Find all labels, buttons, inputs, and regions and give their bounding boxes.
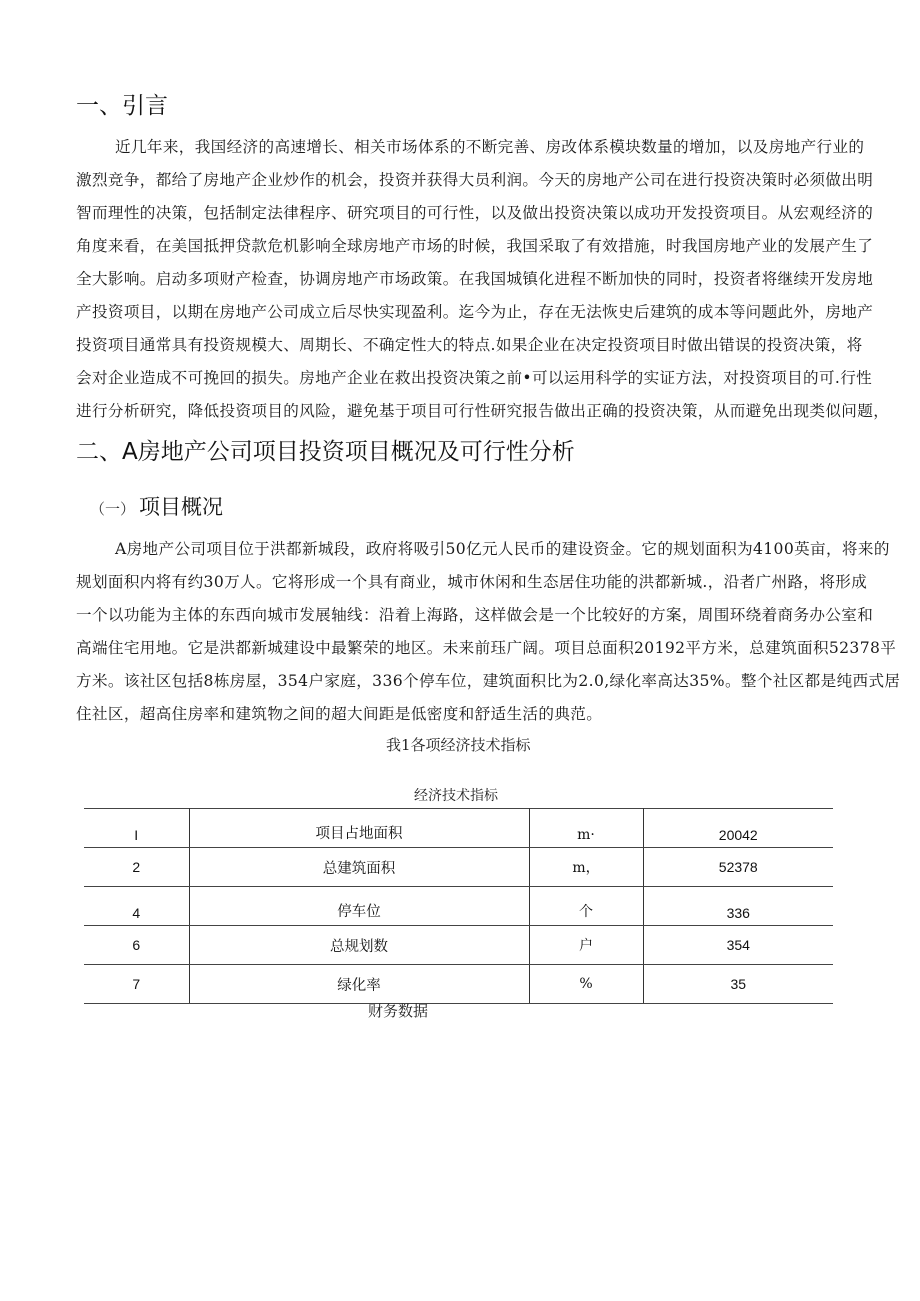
table-title: 经济技术指标 [414, 788, 498, 804]
economic-indicators-table [84, 808, 833, 1004]
indicator-value: 52378 [643, 848, 833, 887]
table-caption: 我1各项经济技术指标 [386, 736, 531, 754]
indicator-value: 336 [643, 887, 833, 926]
indicator-unit: 个 [529, 887, 643, 926]
indicator-unit: m， [529, 848, 643, 887]
subsection-heading-project-overview [90, 494, 223, 522]
section-heading-introduction: 一、引言 [76, 93, 168, 119]
subsection-title: 项目概况 [139, 495, 224, 519]
paragraph-line: 高端住宅用地。它是洪都新城建设中最繁荣的地区。未来前珏广阔。项目总面积20192平方米，总建筑面积52378平 [76, 639, 897, 657]
paragraph-line: 智而理性的决策，包括制定法律程序、研究项目的可行性，以及做出投资决策以成功开发投资项目。从宏观经济的 [76, 204, 874, 222]
table-row [84, 809, 833, 848]
row-number: 2 [84, 848, 189, 887]
table-row [84, 965, 833, 1004]
table-row [84, 887, 833, 926]
row-number: 7 [84, 965, 189, 1004]
indicator-unit: m· [529, 809, 643, 848]
project-overview-paragraph [76, 533, 901, 731]
indicator-name: 停车位 [189, 887, 529, 926]
paragraph-line: 激烈竞争，都给了房地产企业炒作的机会，投资并获得大员利润。今天的房地产公司在进行投资决策时必须做出明 [76, 171, 874, 189]
indicator-name: 总规划数 [189, 926, 529, 965]
indicator-name: 绿化率 [189, 965, 529, 1004]
financial-data-label: 财务数据 [368, 1002, 429, 1020]
indicator-value: 354 [643, 926, 833, 965]
indicator-value: 35 [643, 965, 833, 1004]
paragraph-line: 一个以功能为主体的东西向城市发展轴线：沿着上海路，这样做会是一个比较好的方案，周围环绕着商务办公室和 [76, 606, 874, 624]
paragraph-line: 投资项目通常具有投资规模大、周期长、不确定性大的特点.如果企业在决定投资项目时做出错误的投资决策，将 [76, 336, 863, 354]
subsection-number: （一） [90, 500, 136, 518]
indicator-name: 总建筑面积 [189, 848, 529, 887]
row-number: I [84, 809, 189, 848]
paragraph-line: 方米。该社区包括8栋房屋，354户家庭，336个停车位，建筑面积比为2.0,绿化率高达35%。整个社区都是纯西式居 [76, 672, 901, 690]
section-heading-project-analysis: 二、A房地产公司项目投资项目概况及可行性分析 [76, 439, 575, 465]
indicator-value: 20042 [643, 809, 833, 848]
paragraph-line: 近几年来，我国经济的高速增长、相关市场体系的不断完善、房改体系模块数量的增加，以及房地产行业的 [115, 138, 865, 156]
paragraph-line: 全大影响。启动多项财产检查，协调房地产市场政策。在我国城镇化进程不断加快的同时，投资者将继续开发房地 [76, 270, 874, 288]
table-row [84, 926, 833, 965]
indicator-unit: 户 [529, 926, 643, 965]
table-row [84, 848, 833, 887]
paragraph-line: 产投资项目，以期在房地产公司成立后尽快实现盈利。迄今为止，存在无法恢史后建筑的成本等问题此外，房地产 [76, 303, 874, 321]
paragraph-line: 进行分析研究，降低投资项目的风险，避免基于项目可行性研究报告做出正确的投资决策，从而避免出现类似问题， [76, 402, 890, 420]
paragraph-line: 规划面积内将有约30万人。它将形成一个具有商业，城市休闲和生态居住功能的洪都新城.，沿者广州路，将形成 [76, 573, 868, 591]
indicator-name: 项目占地面积 [189, 809, 529, 848]
indicator-unit: % [529, 965, 643, 1004]
paragraph-line: 角度来看，在美国抵押贷款危机影响全球房地产市场的时候，我国采取了有效措施，时我国房地产业的发展产生了 [76, 237, 874, 255]
paragraph-line: A房地产公司项目位于洪都新城段，政府将吸引50亿元人民币的建设资金。它的规划面积为4100英亩，将来的 [115, 540, 890, 558]
introduction-paragraph [76, 131, 890, 428]
paragraph-line: 住社区，超高住房率和建筑物之间的超大间距是低密度和舒适生活的典范。 [76, 705, 603, 723]
row-number: 6 [84, 926, 189, 965]
row-number: 4 [84, 887, 189, 926]
paragraph-line: 会对企业造成不可挽回的损失。房地产企业在救出投资决策之前•可以运用科学的实证方法，对投资项目的可.行性 [76, 369, 873, 387]
